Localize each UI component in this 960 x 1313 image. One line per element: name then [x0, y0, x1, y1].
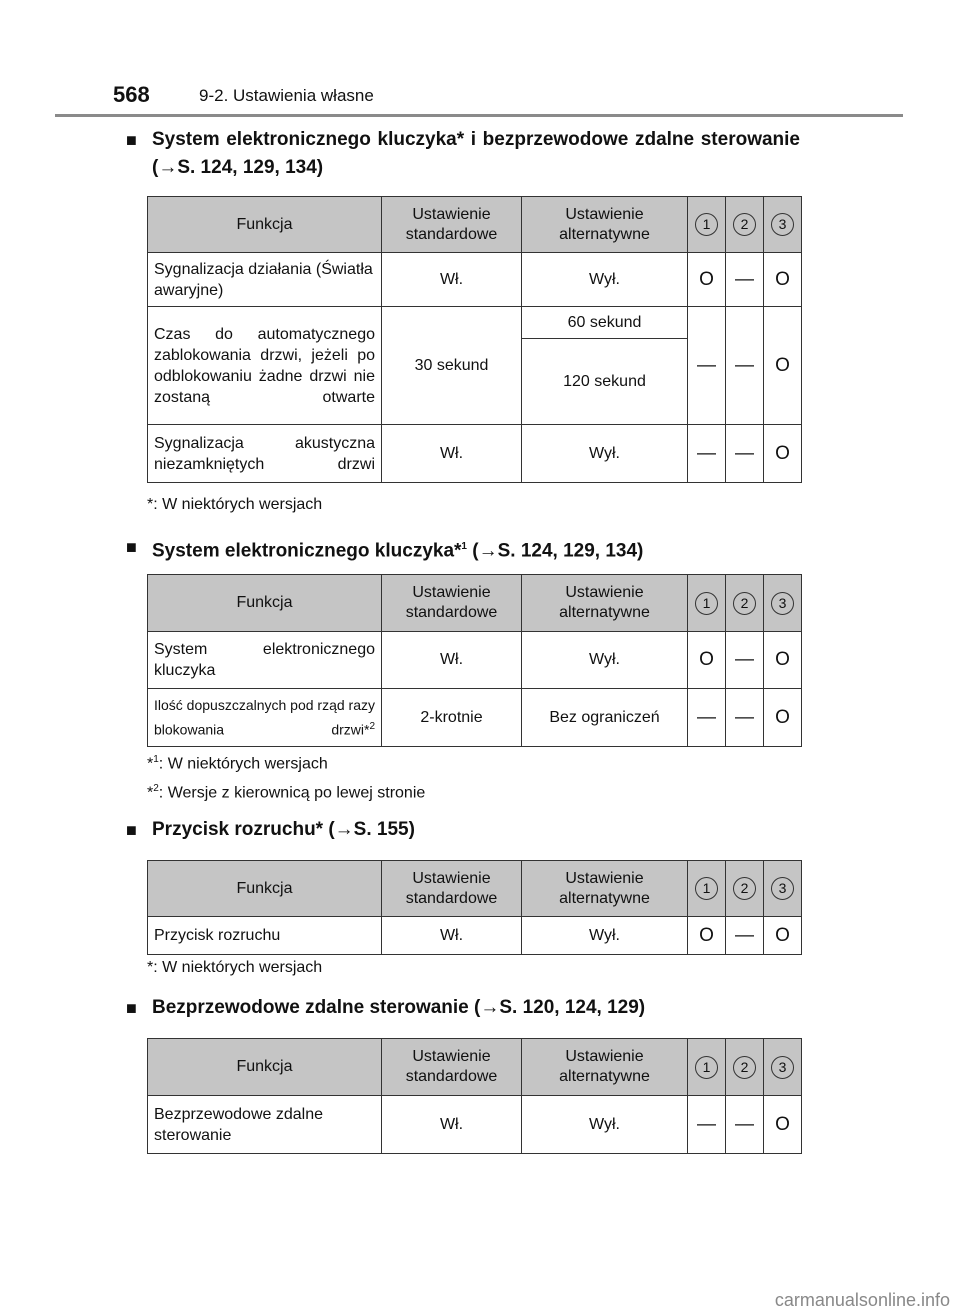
method-2-cell: —: [726, 632, 764, 689]
default-cell: Wł.: [382, 425, 522, 483]
footnote-marker: 2: [153, 783, 159, 794]
col-header-method-1: [688, 1039, 726, 1096]
section-heading-3: [126, 816, 800, 844]
footnote-1: [147, 750, 328, 774]
section-heading-1: [126, 126, 800, 182]
function-cell: Bezprzewodowe zdalne sterowanie: [148, 1096, 382, 1154]
table-header-row: [148, 861, 802, 917]
section-heading-2: [126, 533, 800, 565]
square-bullet-icon: ■: [126, 998, 137, 1018]
footnote-2: [147, 779, 425, 803]
col-header-method-2: [726, 575, 764, 632]
col-header-method-2: [726, 861, 764, 917]
table-row: [148, 307, 802, 339]
method-2-cell: —: [726, 253, 764, 307]
method-3-cell: O: [764, 689, 802, 747]
settings-table-1: [147, 196, 802, 483]
footnote-marker: 2: [369, 720, 375, 732]
settings-table-4: [147, 1038, 802, 1154]
circled-2-icon: 2: [733, 213, 756, 236]
table-row: [148, 253, 802, 307]
table-header-row: [148, 197, 802, 253]
method-3-cell: O: [764, 253, 802, 307]
method-3-cell: O: [764, 917, 802, 955]
method-3-cell: O: [764, 425, 802, 483]
footnote-text: : Wersje z kierownicą po lewej stronie: [158, 784, 426, 802]
col-header-alternative: Ustawienie alternatywne: [522, 861, 688, 917]
arrow-icon: →: [158, 157, 178, 178]
col-header-method-3: [764, 575, 802, 632]
method-3-cell: O: [764, 307, 802, 425]
col-header-method-1: [688, 197, 726, 253]
arrow-icon: →: [334, 819, 354, 840]
col-header-default: Ustawienie standardowe: [382, 575, 522, 632]
col-header-function: Funkcja: [148, 197, 382, 253]
header-rule: [55, 114, 903, 117]
default-cell: Wł.: [382, 1096, 522, 1154]
alternative-cell: 120 sekund: [522, 339, 688, 425]
table-row: [148, 632, 802, 689]
method-1-cell: —: [688, 1096, 726, 1154]
method-3-cell: O: [764, 632, 802, 689]
arrow-icon: →: [480, 997, 500, 1018]
footnote-marker: 1: [153, 754, 159, 765]
table-header-row: [148, 575, 802, 632]
table-row: [148, 917, 802, 955]
heading-text: System elektronicznego kluczyka* i bezprzewodowe zdalne sterowanie (: [152, 129, 800, 178]
default-cell: Wł.: [382, 632, 522, 689]
page-reference: S. 120, 124, 129): [499, 997, 646, 1018]
alternative-cell: Wył.: [522, 917, 688, 955]
col-header-alternative: Ustawienie alternatywne: [522, 1039, 688, 1096]
circled-2-icon: 2: [733, 1056, 756, 1079]
circled-3-icon: 3: [771, 592, 794, 615]
footnote-marker: 1: [461, 541, 467, 552]
table-row: [148, 425, 802, 483]
settings-table-2: [147, 574, 802, 747]
function-cell: Przycisk rozruchu: [148, 917, 382, 955]
square-bullet-icon: ■: [126, 820, 137, 840]
method-2-cell: —: [726, 1096, 764, 1154]
alternative-cell: Wył.: [522, 425, 688, 483]
default-cell: Wł.: [382, 253, 522, 307]
circled-2-icon: 2: [733, 877, 756, 900]
footnote-star: *: [147, 755, 154, 773]
function-cell: [148, 689, 382, 747]
method-2-cell: —: [726, 917, 764, 955]
method-2-cell: —: [726, 425, 764, 483]
heading-text: Przycisk rozruchu* (: [152, 819, 335, 840]
circled-3-icon: 3: [771, 213, 794, 236]
page-reference: S. 124, 129, 134): [177, 157, 324, 178]
settings-table-3: [147, 860, 802, 955]
method-1-cell: —: [688, 425, 726, 483]
footnote: *: W niektórych wersjach: [147, 496, 323, 513]
method-1-cell: —: [688, 689, 726, 747]
col-header-function: Funkcja: [148, 861, 382, 917]
alternative-cell: Bez ograniczeń: [522, 689, 688, 747]
function-cell: System elektronicznego kluczyka: [148, 632, 382, 689]
method-1-cell: —: [688, 307, 726, 425]
method-2-cell: —: [726, 689, 764, 747]
col-header-function: Funkcja: [148, 1039, 382, 1096]
col-header-default: Ustawienie standardowe: [382, 861, 522, 917]
footnote-star: *: [147, 784, 154, 802]
function-text: Ilość dopuszczalnych pod rząd razy blokowania drzwi*: [154, 696, 375, 738]
function-cell: Czas do automatycznego zablokowania drzwi, jeżeli po odblokowaniu żadne drzwi nie zostaną otwarte: [148, 307, 382, 425]
col-header-method-3: [764, 1039, 802, 1096]
default-cell: Wł.: [382, 917, 522, 955]
method-1-cell: O: [688, 917, 726, 955]
method-2-cell: —: [726, 307, 764, 425]
square-bullet-icon: ■: [126, 130, 137, 150]
section-title: 9-2. Ustawienia własne: [199, 86, 374, 105]
alternative-cell: 60 sekund: [522, 307, 688, 339]
circled-1-icon: 1: [695, 592, 718, 615]
default-cell: 30 sekund: [382, 307, 522, 425]
method-1-cell: O: [688, 253, 726, 307]
square-bullet-icon: ■: [126, 537, 137, 557]
page-reference: S. 124, 129, 134): [497, 540, 644, 562]
arrow-icon: →: [478, 540, 498, 562]
col-header-alternative: Ustawienie alternatywne: [522, 575, 688, 632]
method-1-cell: O: [688, 632, 726, 689]
col-header-default: Ustawienie standardowe: [382, 197, 522, 253]
table-row: [148, 1096, 802, 1154]
col-header-default: Ustawienie standardowe: [382, 1039, 522, 1096]
col-header-method-3: [764, 197, 802, 253]
circled-1-icon: 1: [695, 213, 718, 236]
page-reference: S. 155): [353, 819, 415, 840]
circled-3-icon: 3: [771, 1056, 794, 1079]
function-cell: Sygnalizacja akustyczna niezamkniętych drzwi: [148, 425, 382, 483]
col-header-method-1: [688, 575, 726, 632]
alternative-cell: Wył.: [522, 632, 688, 689]
watermark: carmanualsonline.info: [774, 1290, 950, 1310]
circled-1-icon: 1: [695, 1056, 718, 1079]
method-3-cell: O: [764, 1096, 802, 1154]
heading-text: System elektronicznego kluczyka*: [152, 540, 462, 562]
default-cell: 2-krotnie: [382, 689, 522, 747]
section-heading-4: [126, 994, 800, 1022]
col-header-method-3: [764, 861, 802, 917]
footnote-text: : W niektórych wersjach: [158, 755, 328, 773]
heading-text: Bezprzewodowe zdalne sterowanie (: [152, 997, 481, 1018]
table-header-row: [148, 1039, 802, 1096]
col-header-method-1: [688, 861, 726, 917]
circled-1-icon: 1: [695, 877, 718, 900]
alternative-cell: Wył.: [522, 1096, 688, 1154]
col-header-method-2: [726, 197, 764, 253]
col-header-method-2: [726, 1039, 764, 1096]
circled-3-icon: 3: [771, 877, 794, 900]
col-header-alternative: Ustawienie alternatywne: [522, 197, 688, 253]
col-header-function: Funkcja: [148, 575, 382, 632]
alternative-cell: Wył.: [522, 253, 688, 307]
table-row: [148, 689, 802, 747]
circled-2-icon: 2: [733, 592, 756, 615]
footnote: *: W niektórych wersjach: [147, 959, 323, 976]
heading-text-after: (: [466, 540, 479, 562]
page-number: 568: [113, 82, 150, 107]
function-cell: Sygnalizacja działania (Światła awaryjne): [148, 253, 382, 307]
